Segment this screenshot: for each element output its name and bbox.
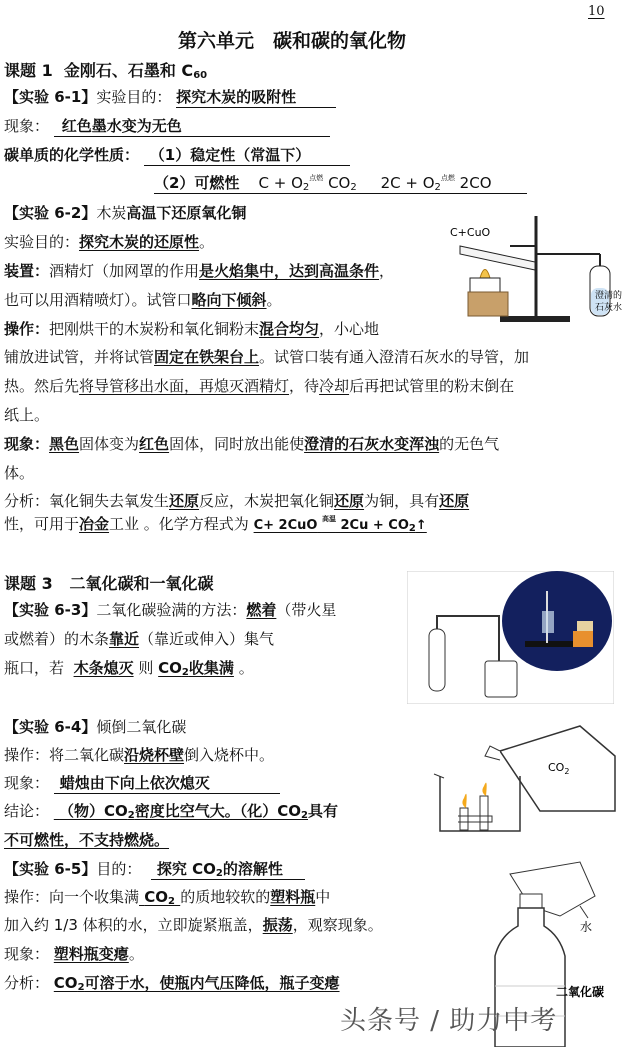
- exp64-phenomenon: 现象： 蜡烛由下向上依次熄灭: [4, 772, 280, 794]
- exp64-conclusion: 结论： （物）$CO_2$密度比空气大。（化）$CO_2$具有: [4, 802, 339, 821]
- exp63-line3: 瓶口，若 木条熄灭 则 $CO_2$收集满 。: [4, 659, 254, 678]
- diagram-label-co2: $CO_2$: [548, 761, 570, 776]
- exp61-purpose: 【实验 6-1】实验目的： 探究木炭的吸附性: [4, 86, 336, 108]
- exp62-analysis: 分析：氧化铜失去氧发生还原反应，木炭把氧化铜还原为铜，具有还原: [4, 492, 470, 510]
- diagram-label-limewater-2: 石灰水: [595, 303, 623, 313]
- exp65-analysis: 分析： $CO_2$可溶于水，使瓶内气压降低，瓶子变瘪: [4, 974, 340, 993]
- exp62-analysis-2: 性，可用于冶金工业 。化学方程式为 C+ 2CuO $^{高温}$ $2Cu + CO_2↑$: [4, 515, 427, 534]
- diagram-label-water: 水: [580, 920, 593, 934]
- exp61-phenomenon: 现象： 红色墨水变为无色: [4, 115, 330, 137]
- exp62-operation-2: 铺放进试管，并将试管固定在铁架台上。试管口装有通入澄清石灰水的导管，加: [4, 348, 530, 366]
- diagram-label-limewater-1: 澄清的: [595, 291, 623, 301]
- exp62-phenomenon-2: 体。: [4, 464, 35, 482]
- topic1-heading: 课题 1 金刚石、石墨和 $C_{60}$: [4, 61, 208, 81]
- exp62-device-2: 也可以用酒精喷灯）。试管口略向下倾斜。: [4, 291, 282, 309]
- exp62-operation: 操作：把刚烘干的木炭粉和氧化铜粉末混合均匀，小心地: [4, 320, 380, 338]
- exp65-operation-2: 加入约 1/3 体积的水，立即旋紧瓶盖，振荡，观察现象。: [4, 916, 383, 934]
- exp62-purpose: 实验目的：探究木炭的还原性。: [4, 233, 215, 251]
- exp63-line1: 【实验 6-3】二氧化碳验满的方法：燃着（带火星: [4, 601, 337, 619]
- watermark: 头条号 / 助力中考: [340, 1006, 558, 1036]
- exp63-apparatus-diagram: [407, 571, 614, 704]
- exp64-conclusion-2: 不可燃性，不支持燃烧。: [4, 831, 170, 849]
- exp62-title: 【实验 6-2】木炭高温下还原氧化铜: [4, 204, 247, 222]
- unit-title: 第六单元 碳和碳的氧化物: [178, 30, 407, 52]
- exp62-operation-3: 热。然后先将导管移出水面，再熄灭酒精灯，待冷却后再把试管里的粉末倒在: [4, 377, 515, 395]
- exp62-apparatus-diagram: [440, 206, 634, 330]
- page-number: 10: [588, 4, 605, 19]
- diagram-label-c-cuo: C+CuO: [450, 226, 491, 239]
- exp64-pouring-diagram: [430, 716, 624, 840]
- exp62-operation-4: 纸上。: [4, 406, 50, 424]
- exp65-purpose: 【实验 6-5】目的： 探究 $CO_2$的溶解性: [4, 858, 305, 880]
- exp65-phenomenon: 现象： 塑料瓶变瘪。: [4, 945, 144, 963]
- exp64-operation: 操作：将二氧化碳沿烧杯壁倒入烧杯中。: [4, 746, 275, 764]
- exp64-title: 【实验 6-4】倾倒二氧化碳: [4, 718, 187, 736]
- exp62-device: 装置：酒精灯（加网罩的作用是火焰集中，达到高温条件，: [4, 262, 395, 280]
- topic3-heading: 课题 3 二氧化碳和一氧化碳: [4, 574, 214, 593]
- exp62-phenomenon: 现象：黑色固体变为红色固体，同时放出能使澄清的石灰水变浑浊的无色气: [4, 435, 500, 453]
- diagram-label-co2-bottle: 二氧化碳: [556, 985, 605, 999]
- exp61-chem-properties: 碳单质的化学性质： （1）稳定性（常温下）: [4, 144, 350, 166]
- exp61-equations: （2）可燃性 $C + O_2^{点燃}$ $CO_2$ $2C + O_2^{点燃}$ 2CO: [154, 172, 527, 194]
- exp65-operation: 操作：向一个收集满 $CO_2$ 的质地较软的塑料瓶中: [4, 888, 331, 907]
- exp63-line2: 或燃着）的木条靠近（靠近或伸入）集气: [4, 630, 275, 648]
